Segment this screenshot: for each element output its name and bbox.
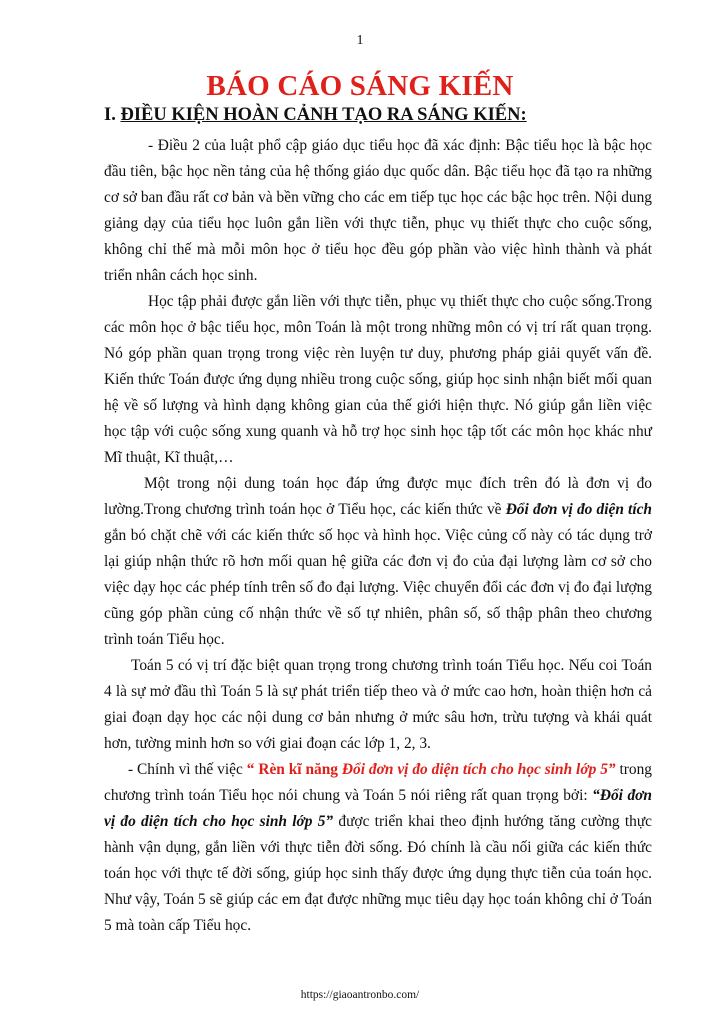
paragraph-5-highlight-a: “ Rèn kĩ năng <box>246 761 342 778</box>
paragraph-5-text-a: - Chính vì thế việc <box>128 761 247 778</box>
paragraph-5 <box>104 757 652 939</box>
paragraph-5-text-f: được triển khai theo định hướng tăng cường thực hành vận dụng, gắn liền với thực tiễn đời sống. Đó chính là cầu nối giữa các kiến thức toán học với thực tế đời sống, giúp học sinh thấy được ứng dụng thực tiễn của toán học. Như vậy, Toán 5 sẽ giúp các em đạt được những mục tiêu dạy học toán không chỉ ở Toán 5 mà toàn cấp Tiểu học. <box>104 813 653 934</box>
section-title: ĐIỀU KIỆN HOÀN CẢNH TẠO RA SÁNG KIẾN: <box>120 105 527 125</box>
paragraph-3 <box>104 471 652 653</box>
paragraph-5-highlight-b: Đổi đơn vị đo diện tích cho học sinh lớp 5” <box>341 761 616 778</box>
document-title: BÁO CÁO SÁNG KIẾN <box>206 70 514 102</box>
section-heading <box>104 105 527 126</box>
paragraph-4: Toán 5 có vị trí đặc biệt quan trọng trong chương trình toán Tiểu học. Nếu coi Toán 4 là sự mở đầu thì Toán 5 là sự phát triển tiếp theo và ở mức cao hơn, hoàn thiện hơn cả giai đoạn dạy học các nội dung cơ bản nhưng ở mức sâu hơn, trừu tượng và khái quát hơn, tường minh hơn so với giai đoạn các lớp 1, 2, 3. <box>104 657 652 752</box>
document-body <box>104 133 652 939</box>
paragraph-2: Học tập phải được gắn liền với thực tiễn, phục vụ thiết thực cho cuộc sống.Trong các môn học ở bậc tiểu học, môn Toán là một trong những môn có vị trí rất quan trọng. Nó góp phần quan trọng trong việc rèn luyện tư duy, phương pháp giải quyết vấn đề. Kiến thức Toán được ứng dụng nhiều trong cuộc sống, giúp học sinh nhận biết mối quan hệ về số lượng và hình dạng không gian của thế giới hiện thực. Nó giúp gắn liền việc học tập với cuộc sống xung quanh và hỗ trợ học sinh học tập tốt các môn học khác như Mĩ thuật, Kĩ thuật,… <box>104 293 652 466</box>
paragraph-5-quote: “Đổi đơn vị đo diện tích cho học sinh lớp 5” <box>104 787 652 830</box>
footer-url: https://giaoantronbo.com/ <box>300 989 420 1001</box>
paragraph-1: - Điều 2 của luật phổ cập giáo dục tiểu học đã xác định: Bậc tiểu học là bậc học đầu tiên, bậc học nền tảng của hệ thống giáo dục quốc dân. Bậc tiểu học đã tạo ra những cơ sở ban đầu rất cơ bản và bền vững cho các em tiếp tục học các bậc học trên. Nội dung giảng dạy của tiểu học luôn gắn liền với thực tiễn, phục vụ thiết thực cho cuộc sống, không chỉ thế mà mỗi môn học ở tiểu học đều góp phần vào việc hình thành và phát triển nhân cách học sinh. <box>104 137 652 284</box>
paragraph-3-emphasis: Đổi đơn vị đo diện tích <box>505 501 652 518</box>
paragraph-5-text-d: trong chương trình toán Tiểu học nói chung và Toán 5 nói riêng rất quan trọng bởi: <box>104 761 652 804</box>
section-number: I. <box>104 105 116 125</box>
page-number: 1 <box>356 33 364 48</box>
paragraph-3-text-a: Một trong nội dung toán học đáp ứng được mục đích trên đó là đơn vị đo lường.Trong chương trình toán học ở Tiểu học, các kiến thức về <box>104 475 652 518</box>
paragraph-3-text-c: gắn bó chặt chẽ với các kiến thức số học và hình học. Việc củng cố này có tác dụng trở lại giúp nhận thức rõ hơn mối quan hệ giữa các đơn vị đo của đại lượng làm cơ sở cho việc dạy học các phép tính trên số đo đại lượng. Việc chuyển đổi các đơn vị đo đại lượng cũng góp phần củng cố nhận thức về số tự nhiên, phân số, số thập phân theo chương trình toán Tiểu học. <box>104 527 652 648</box>
